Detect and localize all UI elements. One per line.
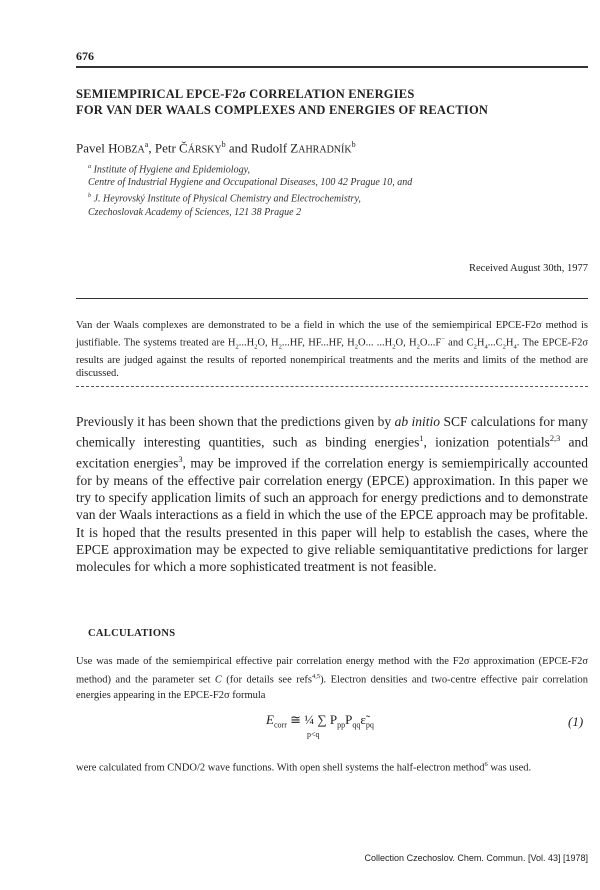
abstract-text: ...HF, HF...HF, H [281, 337, 355, 348]
formula-sub: pp [337, 720, 346, 730]
affil-2: Centre of Industrial Hygiene and Occupational Diseases, 100 42 Prague 10, and [88, 177, 413, 189]
sub: 4 [513, 343, 517, 351]
author-3: and Rudolf Z [225, 140, 299, 156]
abstract-text: O... ...H [358, 337, 393, 348]
body-text: SCF calculations for many chemically interesting quantities, such as binding energies [76, 414, 589, 450]
abstract-text: ...C [487, 337, 503, 348]
author-2-sup: b [221, 140, 226, 149]
affil-4: Czechoslovak Academy of Sciences, 121 38 Prague 2 [88, 206, 302, 218]
abstract-text: O...F [419, 337, 442, 348]
abstract [76, 319, 588, 381]
sub: 2 [502, 343, 506, 351]
received-date: Received August 30th, 1977 [469, 263, 588, 274]
abstract-text: H [505, 337, 514, 348]
ref-sup: 1 [419, 434, 424, 444]
calculations-paragraph [76, 654, 588, 703]
formula-sub: qq [352, 720, 361, 730]
author-2-caps: ÁRSKY [187, 144, 222, 156]
sub: 2 [235, 343, 239, 351]
abstract-text: . The EPCE-F2σ results are judged against the results of reported nonempirical treatments and the merits and limits of the method are discussed. [76, 337, 589, 380]
body-text: , ionization potentials [423, 434, 550, 450]
abstract-text: O, H [257, 337, 279, 348]
affil-1-sup: a [88, 163, 92, 170]
abstract-text: and C [444, 337, 474, 348]
author-list [76, 140, 356, 156]
author-1: Pavel H [76, 140, 118, 156]
body-text: , may be improved if the correlation energy is semiempirically accounted for by means of the effective pair correlation energy (EPCE) approximation. In this paper we try to specify application limits of such an approach for energy predictions and to demonstrate van der Waals interactions as a field in which the use of the EPCE approach may be profitable. It is hoped that the results presented in this paper will help to establish the cases, where the EPCE approximation may be expected to give reliable semiquantitative predictions for larger molecules for which a more sophisticated treatment is not feasible. [76, 455, 588, 575]
sub: 2 [254, 343, 258, 351]
sub: 2 [354, 343, 359, 351]
body-text: and excitation energies [76, 434, 589, 471]
sub: 2 [278, 343, 282, 351]
abstract-top-rule [76, 298, 588, 299]
page-number: 676 [76, 49, 94, 63]
affil-3-sup: b [88, 192, 92, 200]
calc-text: Use was made of the semiempirical effective pair correlation energy method with the F2σ approximation (EPCE-F2σ method) and the parameter set [76, 656, 588, 686]
ref-sup: 4,5 [311, 673, 321, 680]
section-heading: CALCULATIONS [88, 628, 176, 639]
formula-sub: pq [365, 720, 374, 730]
equation [266, 712, 374, 730]
formula-eps: ε̃ [360, 712, 366, 727]
author-2: , Petr Č [148, 140, 188, 156]
sum-subscript: p<q [307, 730, 320, 739]
affil-1: Institute of Hygiene and Epidemiology, [91, 164, 250, 176]
formula-rest: ≅ ¼ ∑ P [286, 712, 338, 727]
ref-sup: 3 [178, 455, 183, 465]
abstract-text: ...H [238, 337, 255, 348]
journal-citation: Collection Czechoslov. Chem. Commun. [Vol. 43] [1978] [364, 853, 588, 863]
formula-sub: corr [273, 720, 287, 730]
header-rule [76, 66, 588, 68]
abstract-bottom-rule [76, 386, 588, 387]
calc-italic: C [214, 674, 222, 686]
author-1-caps: OBZA [117, 144, 145, 156]
sub: 4 [484, 343, 488, 351]
affil-3: J. Heyrovský Institute of Physical Chemistry and Electrochemistry, [91, 193, 361, 205]
title-line-2: FOR VAN DER WAALS COMPLEXES AND ENERGIES OF REACTION [76, 103, 489, 117]
sup: − [441, 335, 445, 343]
calc-text: ). Electron densities and two-centre effective pair correlation energies appearing in the EPCE-F2σ formula [76, 674, 588, 701]
calc-text: was used. [487, 762, 532, 774]
ref-sup: 2,3 [549, 434, 561, 444]
affiliations [88, 160, 588, 219]
formula-p: P [345, 712, 353, 727]
body-italic: ab initio [394, 414, 441, 429]
body-paragraph [76, 413, 588, 576]
sub: 2 [473, 343, 477, 351]
abstract-text: O, H [395, 337, 417, 348]
paper-title [76, 86, 588, 118]
author-3-sup: b [351, 140, 356, 149]
sub: 2 [392, 343, 396, 351]
equation-number: (1) [568, 714, 584, 729]
body-text: Previously it has been shown that the predictions given by [76, 414, 395, 429]
calc-text: (for details see refs [221, 674, 312, 686]
abstract-text: Van der Waals complexes are demonstrated to be a field in which the use of the semiempirical EPCE-F2σ method is justifiable. The systems treated are H [76, 320, 588, 348]
title-line-1: SEMIEMPIRICAL EPCE-F2σ CORRELATION ENERGIES [76, 87, 415, 101]
formula-e: E [266, 712, 274, 727]
author-3-caps: AHRADNÍK [298, 144, 352, 156]
sub: 2 [416, 343, 420, 351]
calc-text: were calculated from CNDO/2 wave functions. With open shell systems the half-electron method [76, 762, 485, 774]
ref-sup: 6 [484, 761, 488, 768]
author-1-sup: a [144, 140, 149, 149]
calculations-paragraph-2 [76, 757, 588, 776]
abstract-text: H [476, 337, 485, 348]
